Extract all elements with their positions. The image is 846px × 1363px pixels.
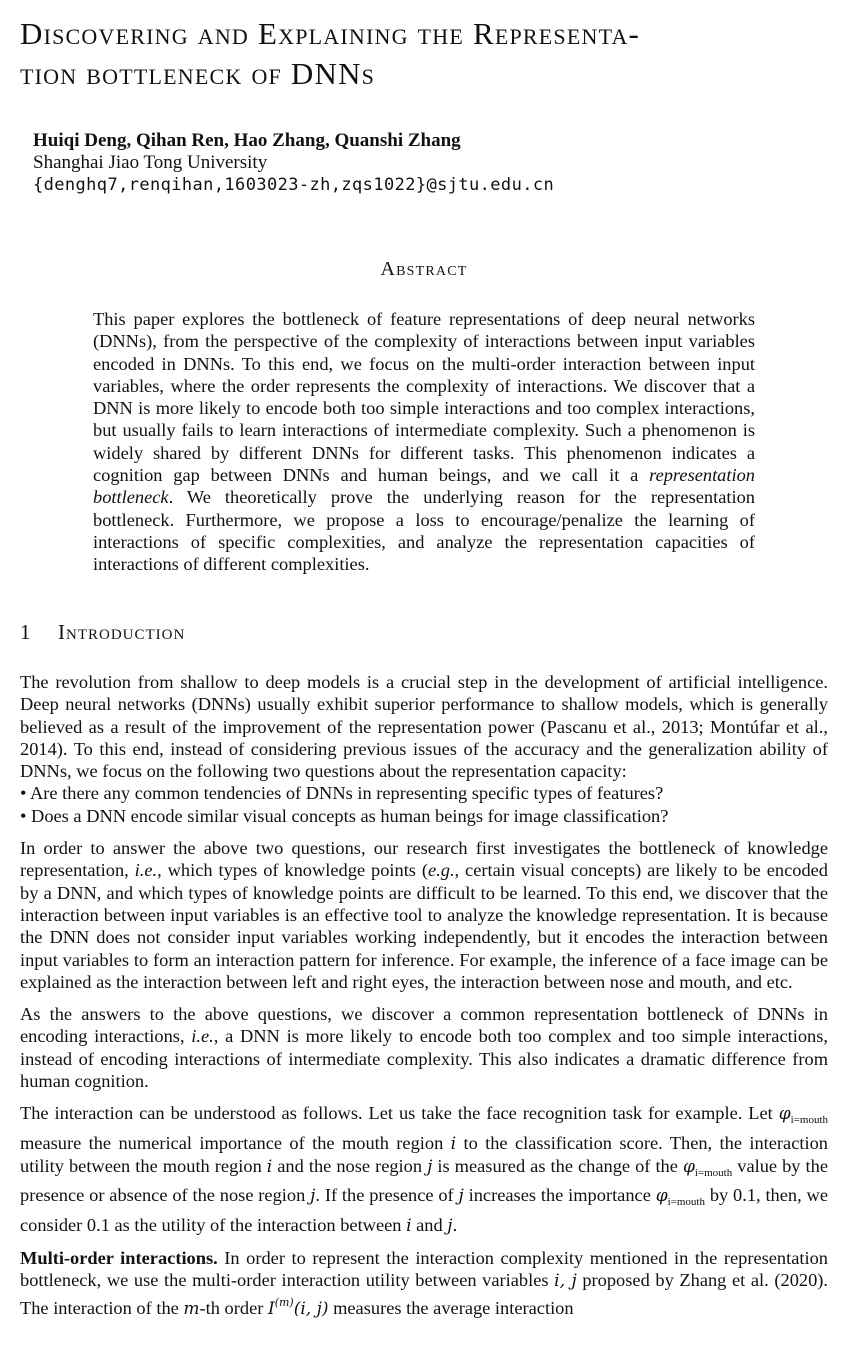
emphasis: i.e. [191, 1026, 214, 1047]
paper-title [20, 14, 828, 94]
phi-symbol: φ [682, 1156, 695, 1177]
abstract-text [93, 308, 755, 576]
math-var: j [458, 1186, 464, 1207]
author-block [33, 130, 554, 196]
paragraph [20, 837, 828, 993]
introduction-body [20, 671, 828, 1331]
abstract-emphasis: representation bottleneck [93, 465, 755, 508]
math-var: m [183, 1299, 200, 1320]
paragraph [20, 1247, 828, 1321]
text: proposed by Zhang et al. (2020). The interaction of the [20, 1270, 828, 1319]
abstract-part: This paper explores the bottleneck of feature representations of deep neural networks (DNNs), from the perspective of the complexity of interactions between input variables encoded in DNNs. To this end, we focus on the multi-order interaction between input variables, where the order represents the complexity of interactions. We discover that a DNN is more likely to encode both too simple interactions and too complex interactions, but usually fails to learn interactions of intermediate complexity. Such a phenomenon is widely shared by different DNNs for different tasks. This phenomenon indicates a cognition gap between DNNs and human beings, and we call it a [93, 309, 755, 486]
text: measure the numerical importance of the mouth region [20, 1132, 451, 1153]
math-var: i, j [554, 1271, 577, 1292]
text: by 0.1, then, we consider 0.1 as the utility of the interaction between [20, 1185, 828, 1235]
math-phi [778, 1104, 828, 1127]
math-var: j [310, 1186, 316, 1207]
text: In order to answer the above two questions, our research first investigates the bottleneck of knowledge representation, [20, 838, 828, 881]
title-line-2: tion bottleneck of DNNs [20, 56, 376, 91]
text: The interaction can be understood as follows. Let us take the face recognition task for example. Let [20, 1103, 779, 1124]
emphasis: e.g. [427, 860, 455, 881]
text: is measured as the change of the [432, 1155, 683, 1176]
paragraph-heading: Multi-order interactions. [20, 1247, 218, 1268]
bullet-item: • Are there any common tendencies of DNNs in representing specific types of features? [20, 783, 664, 804]
author-emails: {denghq7,renqihan,1603023-zh,zqs1022}@sjtu.edu.cn [33, 175, 555, 195]
math-var: j [447, 1215, 453, 1236]
section-title: Introduction [58, 620, 186, 644]
text: and [411, 1214, 448, 1235]
abstract-heading: Abstract [380, 258, 468, 280]
phi-subscript: i=mouth [694, 1166, 733, 1179]
text: , a DNN is more likely to encode both too complex and too simple interactions, instead of encoding interactions of intermediate complexity. This also indicates a dramatic difference from human cognition. [20, 1026, 828, 1092]
text: . [452, 1214, 458, 1235]
math-phi [655, 1186, 705, 1209]
math-var: i [406, 1215, 412, 1236]
paragraph-text: The revolution from shallow to deep models is a crucial step in the development of artificial intelligence. Deep neural networks (DNNs) usually exhibit superior performance to shallow models, which is generally believed as a result of the improvement of the representation power (Pascanu et al., 2013; Montúfar et al., 2014). To this end, instead of considering previous issues of the accuracy and the generalization ability of DNNs, we focus on the following two questions about the representation capacity: [20, 672, 828, 782]
phi-symbol: φ [655, 1186, 668, 1207]
paragraph [20, 1102, 828, 1236]
bullet-item: • Does a DNN encode similar visual concepts as human beings for image classification? [20, 805, 669, 826]
math-var: i [266, 1156, 273, 1177]
emphasis: i.e. [134, 860, 158, 881]
paragraph [20, 1003, 828, 1092]
phi-subscript: i=mouth [667, 1196, 705, 1209]
text: . If the presence of [315, 1185, 459, 1206]
phi-symbol: φ [778, 1104, 791, 1125]
affiliation: Shanghai Jiao Tong University [33, 152, 268, 173]
abstract-part: . We theoretically prove the underlying reason for the representation bottleneck. Furthermore, we propose a loss to encourage/penalize the learning of interactions of specific complexities, and analyze the representation capacities of interactions of different complexities. [93, 487, 755, 575]
interaction-order: (m) [274, 1296, 294, 1310]
text: , which types of knowledge points ( [157, 860, 428, 881]
text: In order to represent the interaction complexity mentioned in the representation bottleneck, we use the multi-order interaction utility between variables [20, 1247, 828, 1291]
text: increases the importance [463, 1185, 656, 1206]
title-line-1: Discovering and Explaining the Representa- [20, 16, 641, 51]
text: -th order [199, 1298, 268, 1319]
section-number: 1 [20, 620, 32, 644]
math-var: i [450, 1133, 457, 1154]
paragraph [20, 671, 828, 827]
interaction-symbol: I [267, 1299, 275, 1320]
text: to the classification score. Then, the interaction utility between the mouth region [20, 1132, 828, 1176]
text: As the answers to the above questions, we discover a common representation bottleneck of DNNs in encoding interactions, [20, 1004, 828, 1047]
interaction-args: (i, j) [293, 1299, 329, 1320]
text: measures the average interaction [328, 1298, 574, 1319]
math-interaction [267, 1296, 329, 1320]
math-phi [683, 1157, 732, 1177]
phi-subscript: i=mouth [790, 1114, 828, 1127]
math-var: j [427, 1156, 433, 1177]
text: and the nose region [272, 1155, 428, 1176]
author-names: Huiqi Deng, Qihan Ren, Hao Zhang, Quanshi Zhang [33, 130, 461, 151]
section-heading [20, 620, 185, 645]
text: value by the presence or absence of the nose region [20, 1155, 828, 1206]
text: , certain visual concepts) are likely to be encoded by a DNN, and which types of knowledge points are difficult to be learned. To this end, we discover that the interaction between input variables is an effective tool to analyze the knowledge representation. It is because the DNN does not consider input variables working independently, but it encodes the interaction between input variables to form an interaction pattern for inference. For example, the inference of a face image can be explained as the interaction between left and right eyes, the interaction between nose and mouth, and etc. [20, 860, 829, 992]
